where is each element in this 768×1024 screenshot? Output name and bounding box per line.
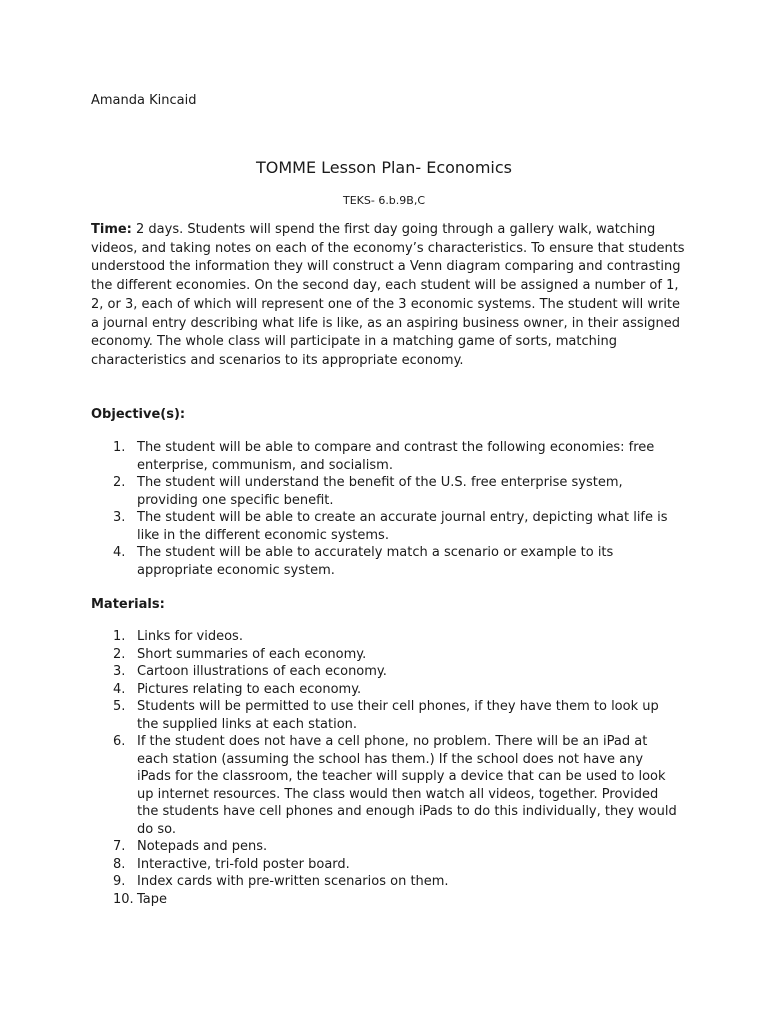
material-item	[0, 698, 677, 733]
material-item	[0, 873, 677, 891]
list-number: 3.	[113, 664, 126, 679]
objective-text: The student will be able to compare and contrast the following economies: free enterprise, communism, and socialism.	[137, 440, 655, 473]
material-item	[0, 838, 677, 856]
list-number: 4.	[113, 681, 126, 697]
author-name: Amanda Kincaid	[91, 93, 197, 108]
objective-text: The student will be able to create an accurate journal entry, depicting what life is like in the different economic systems.	[137, 510, 668, 543]
list-number: 2.	[113, 646, 126, 662]
document-title: TOMME Lesson Plan- Economics	[255, 158, 513, 177]
material-text: Tape	[137, 891, 168, 907]
material-text: Pictures relating to each economy.	[137, 681, 362, 697]
time-paragraph	[91, 221, 691, 371]
list-number: 2.	[113, 475, 126, 490]
list-number: 9.	[113, 874, 126, 889]
objective-item	[0, 439, 677, 474]
list-number: 7.	[113, 839, 126, 854]
time-label: Time:	[91, 222, 132, 237]
list-number: 4.	[113, 545, 126, 560]
list-number: 8.	[113, 856, 126, 872]
material-text: Students will be permitted to use their cell phones, if they have them to look up the supplied links at each station.	[137, 699, 659, 732]
objective-text: The student will understand the benefit of the U.S. free enterprise system, providing one specific benefit.	[137, 475, 623, 508]
material-item	[0, 663, 677, 681]
material-text: Cartoon illustrations of each economy.	[137, 664, 387, 679]
material-text: Interactive, tri-fold poster board.	[137, 856, 350, 872]
material-item	[0, 733, 677, 838]
material-text: If the student does not have a cell phone, no problem. There will be an iPad at each station (assuming the school has them.) If the school does not have any iPads for the classroom, the teacher will supply a device that can be used to look up internet resources. The class would then watch all videos, together. Provided the students have cell phones and enough iPads to do this individually, they would do so.	[137, 734, 677, 837]
list-number: 1.	[113, 629, 126, 644]
list-number: 5.	[113, 699, 126, 714]
material-item	[0, 891, 677, 909]
list-number: 3.	[113, 510, 126, 525]
material-text: Notepads and pens.	[137, 839, 268, 854]
material-item	[0, 628, 677, 646]
objective-item	[0, 544, 677, 579]
objective-item	[0, 474, 677, 509]
objectives-heading: Objective(s):	[91, 407, 186, 422]
material-text: Short summaries of each economy.	[137, 646, 367, 662]
material-item	[0, 681, 677, 699]
objectives-list	[0, 439, 677, 579]
list-number: 10.	[113, 891, 134, 907]
objective-item	[0, 509, 677, 544]
time-text: 2 days. Students will spend the first day going through a gallery walk, watching videos, and taking notes on each of the economy’s characteristics. To ensure that students understood the information they will construct a Venn diagram comparing and contrasting the different economies. On the second day, each student will be assigned a number of 1, 2, or 3, each of which will represent one of the 3 economic systems. The student will write a journal entry describing what life is like, as an aspiring business owner, in their assigned economy. The whole class will participate in a matching game of sorts, matching characteristics and scenarios to its appropriate economy.	[91, 222, 685, 368]
material-text: Index cards with pre-written scenarios on them.	[137, 874, 449, 889]
objective-text: The student will be able to accurately match a scenario or example to its appropriate economic system.	[137, 545, 614, 578]
materials-heading: Materials:	[91, 597, 165, 612]
material-item	[0, 856, 677, 874]
list-number: 6.	[113, 734, 126, 749]
materials-list	[0, 628, 677, 908]
material-item	[0, 646, 677, 664]
list-number: 1.	[113, 440, 126, 455]
material-text: Links for videos.	[137, 629, 243, 644]
teks-standard: TEKS- 6.b.9B,C	[342, 194, 426, 207]
